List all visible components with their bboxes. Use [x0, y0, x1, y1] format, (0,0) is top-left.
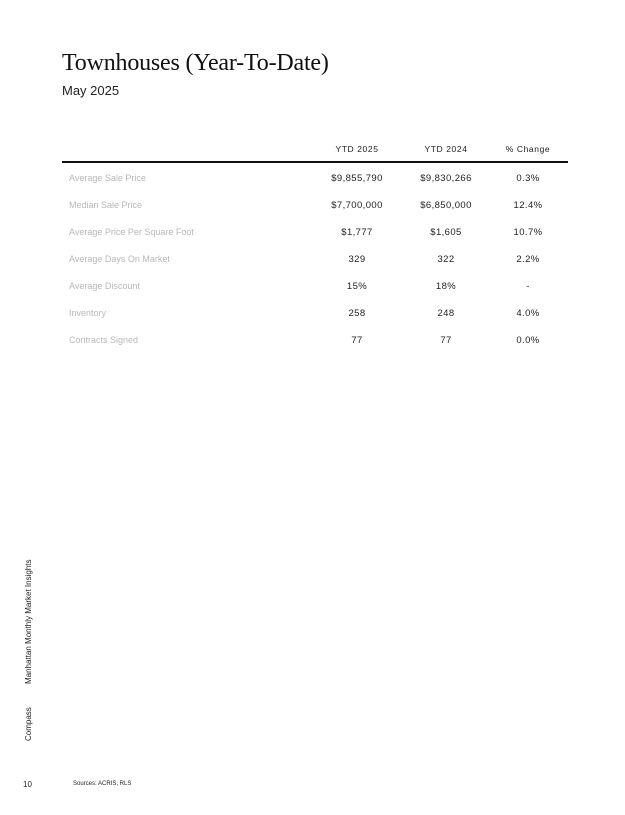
row-label: Average Price Per Square Foot: [69, 227, 194, 237]
cell-ytd-2025: 15%: [346, 281, 368, 292]
cell-ytd-2025: $1,777: [341, 227, 373, 238]
cell-percent-change: -: [526, 281, 530, 292]
table-body: [62, 163, 568, 353]
row-label: Inventory: [69, 308, 107, 318]
cell-ytd-2025: 329: [348, 254, 366, 265]
row-label: Average Discount: [69, 281, 140, 291]
cell-percent-change: 4.0%: [516, 308, 540, 319]
sources-note: Sources: ACRIS, RLS: [73, 781, 132, 787]
page-number: 10: [23, 780, 32, 789]
cell-ytd-2024: $9,830,266: [420, 173, 472, 184]
row-label: Median Sale Price: [69, 200, 143, 210]
cell-percent-change: 12.4%: [513, 200, 543, 211]
table-row-average-price-per-square-foot: [62, 218, 568, 245]
sidebar-brand: Compass: [24, 707, 33, 741]
column-header-percent-change: % Change: [505, 144, 551, 154]
cell-ytd-2025: 77: [351, 335, 363, 346]
cell-ytd-2024: 77: [440, 335, 452, 346]
cell-ytd-2024: $6,850,000: [420, 200, 472, 211]
row-label: Contracts Signed: [69, 335, 139, 345]
table-row-contracts-signed: [62, 326, 568, 353]
row-label: Average Sale Price: [69, 173, 146, 183]
column-header-ytd-2024: YTD 2024: [424, 144, 468, 154]
page-subtitle-date: May 2025: [62, 83, 120, 98]
table-row-average-days-on-market: [62, 245, 568, 272]
table-row-median-sale-price: [62, 191, 568, 218]
cell-ytd-2024: 248: [437, 308, 455, 319]
cell-ytd-2024: $1,605: [430, 227, 462, 238]
table-header: [62, 140, 568, 163]
ytd-comparison-table: [62, 140, 568, 353]
sidebar-series-title: Manhattan Monthly Market Insights: [24, 559, 33, 684]
table-row-inventory: [62, 299, 568, 326]
cell-ytd-2024: 18%: [435, 281, 457, 292]
cell-percent-change: 2.2%: [516, 254, 540, 265]
cell-ytd-2024: 322: [437, 254, 455, 265]
row-label: Average Days On Market: [69, 254, 170, 264]
table-row-average-discount: [62, 272, 568, 299]
table-row-average-sale-price: [62, 164, 568, 191]
cell-percent-change: 10.7%: [513, 227, 543, 238]
page-title: Townhouses (Year-To-Date): [62, 50, 329, 76]
cell-ytd-2025: $7,700,000: [331, 200, 383, 211]
cell-ytd-2025: $9,855,790: [331, 173, 383, 184]
column-header-ytd-2025: YTD 2025: [335, 144, 379, 154]
cell-percent-change: 0.0%: [516, 335, 540, 346]
cell-ytd-2025: 258: [348, 308, 366, 319]
cell-percent-change: 0.3%: [516, 173, 540, 184]
